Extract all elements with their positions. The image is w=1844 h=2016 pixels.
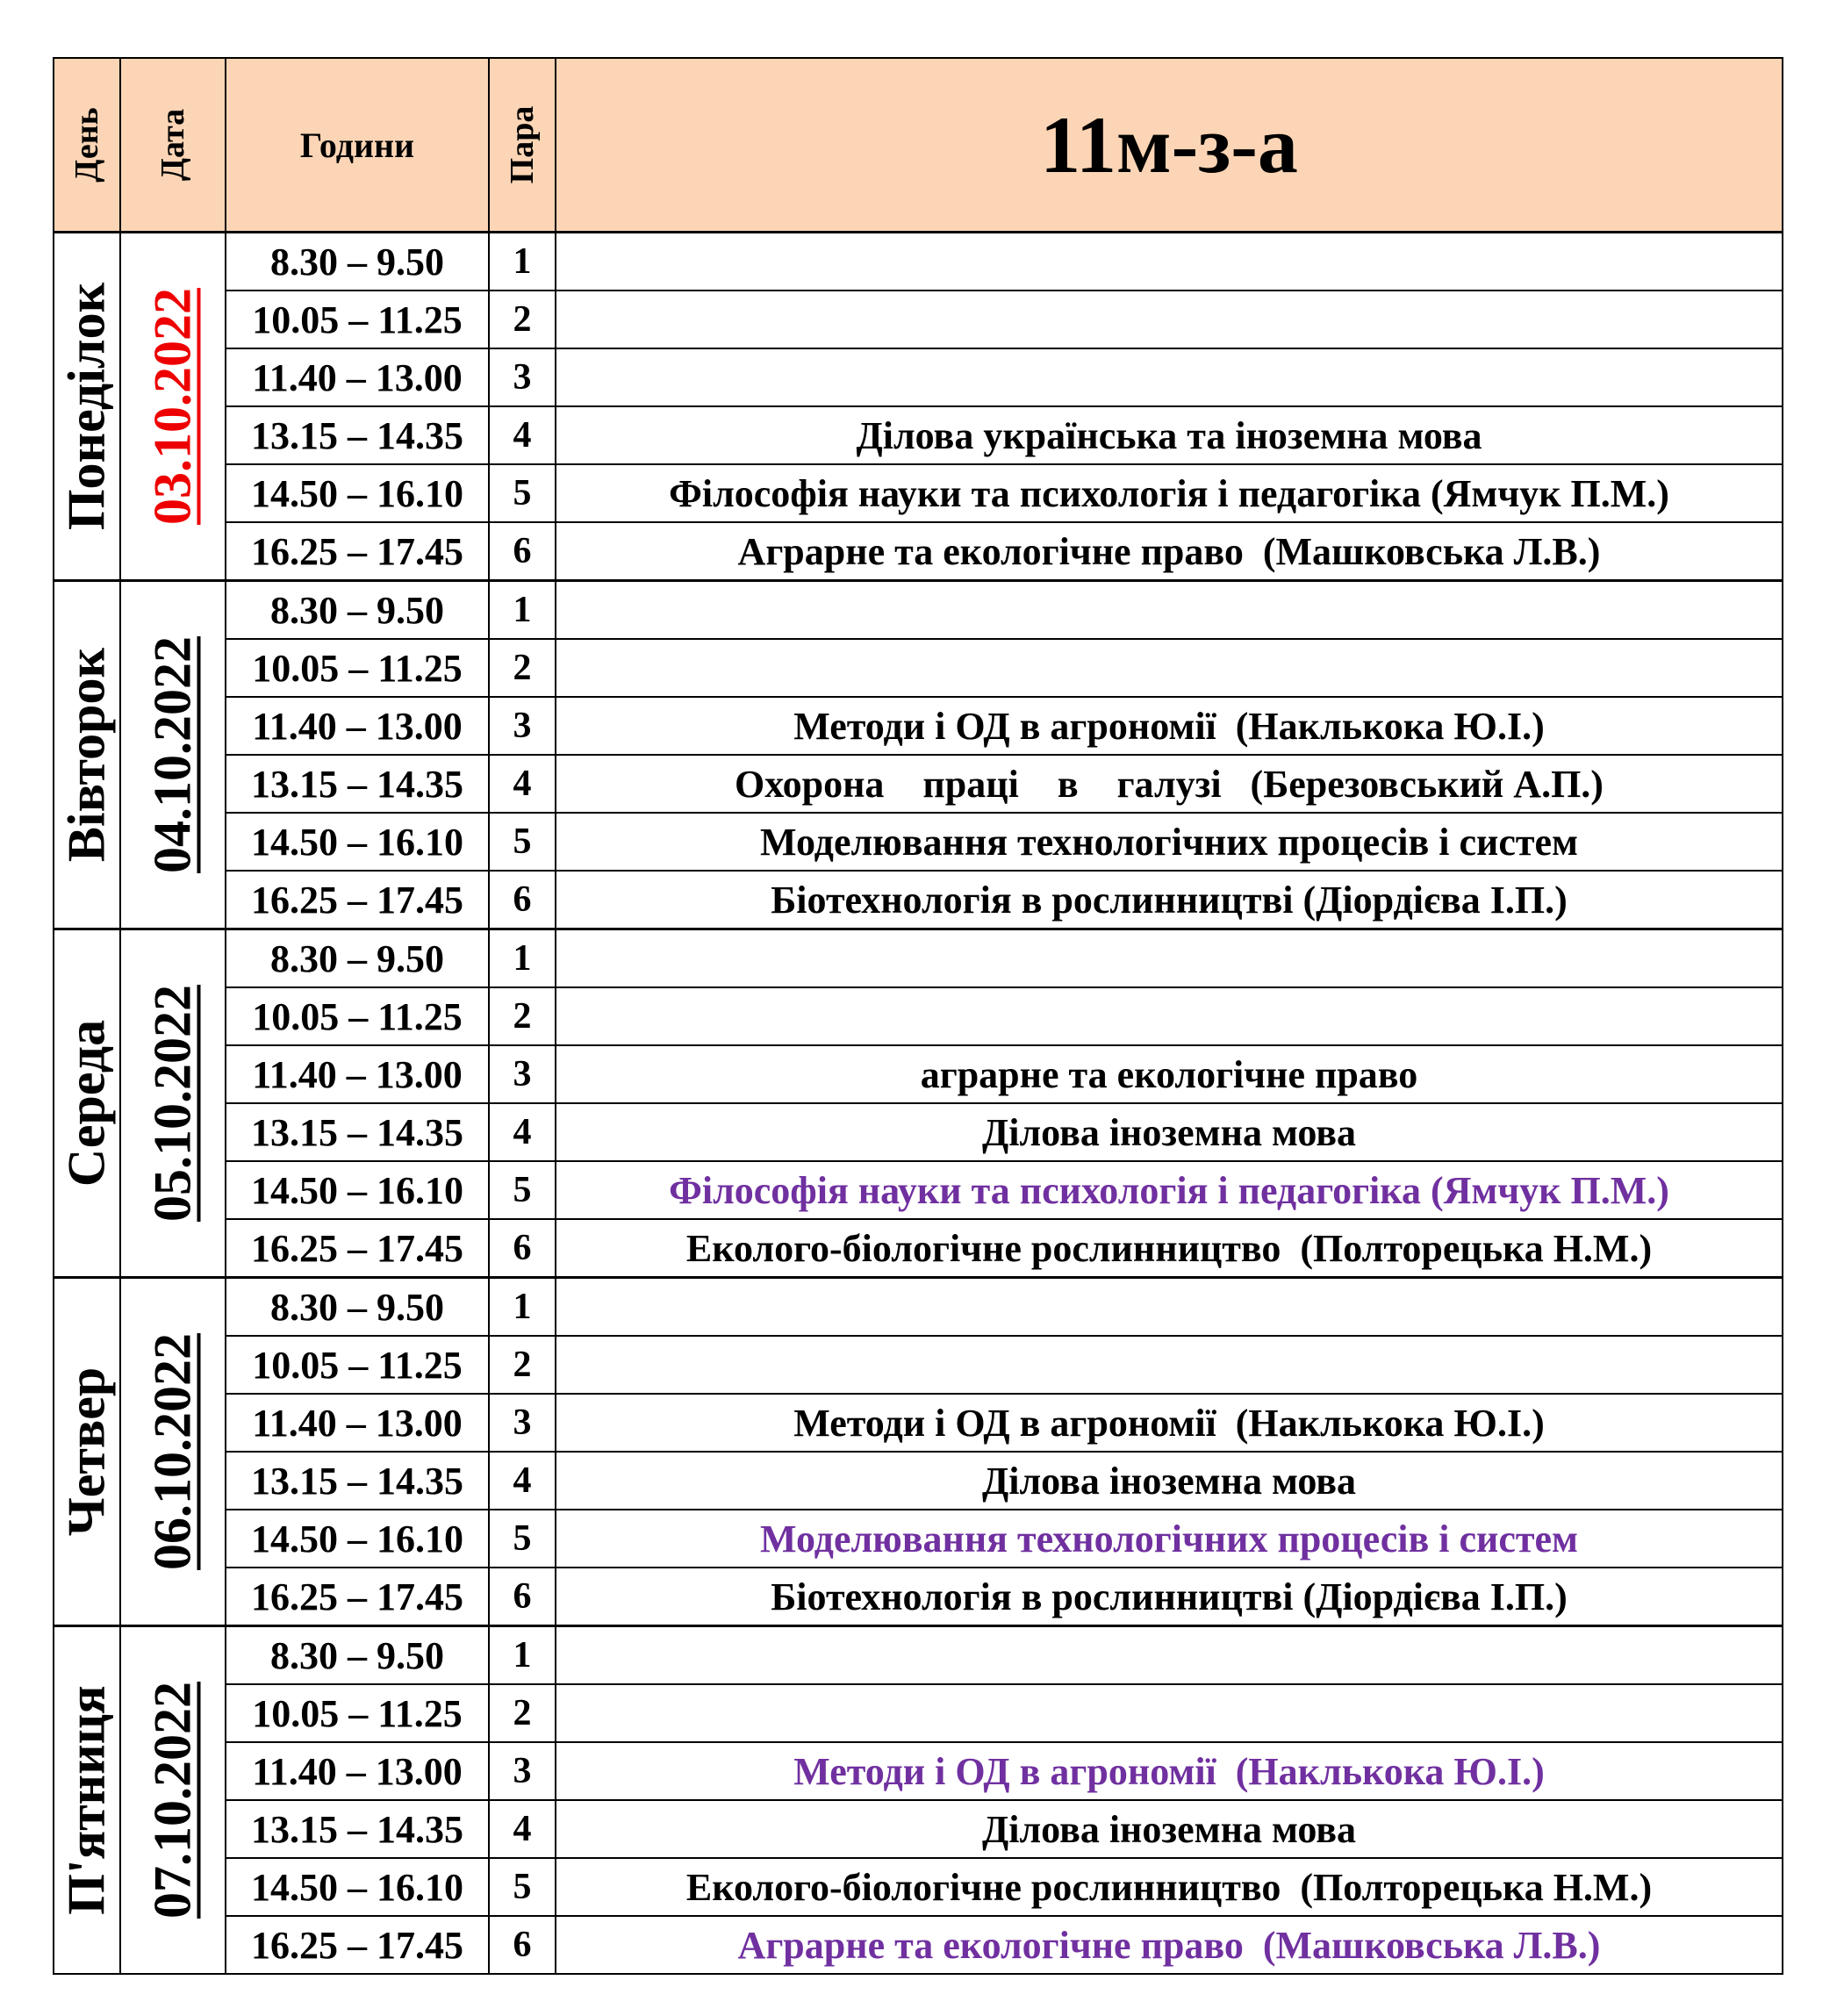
pair-number-cell: 4 xyxy=(489,1103,556,1161)
time-cell: 16.25 – 17.45 xyxy=(226,1916,489,1974)
lesson-row xyxy=(54,233,1783,291)
time-cell: 8.30 – 9.50 xyxy=(226,929,489,988)
pair-number-cell: 4 xyxy=(489,755,556,813)
lesson-row xyxy=(54,1800,1783,1858)
time-cell: 14.50 – 16.10 xyxy=(226,813,489,871)
time-cell: 16.25 – 17.45 xyxy=(226,1219,489,1278)
pair-number-cell: 5 xyxy=(489,1510,556,1568)
pair-number-cell: 6 xyxy=(489,522,556,581)
lesson-row xyxy=(54,1103,1783,1161)
subject-cell xyxy=(556,291,1783,348)
lesson-row xyxy=(54,1510,1783,1568)
subject-cell: Аграрне та екологічне право (Машковська Л.В.) xyxy=(556,522,1783,581)
time-cell: 8.30 – 9.50 xyxy=(226,233,489,291)
pair-number-cell: 5 xyxy=(489,464,556,522)
time-cell: 16.25 – 17.45 xyxy=(226,522,489,581)
subject-cell xyxy=(556,1336,1783,1394)
time-cell: 10.05 – 11.25 xyxy=(226,987,489,1045)
day-name: Понеділок xyxy=(57,282,116,531)
date-value: 05.10.2022 xyxy=(143,985,202,1222)
day-cell xyxy=(54,581,120,929)
time-cell: 14.50 – 16.10 xyxy=(226,464,489,522)
time-cell: 13.15 – 14.35 xyxy=(226,1452,489,1510)
time-cell: 16.25 – 17.45 xyxy=(226,1568,489,1626)
date-value: 04.10.2022 xyxy=(143,636,202,873)
day-cell xyxy=(54,929,120,1278)
time-cell: 14.50 – 16.10 xyxy=(226,1858,489,1916)
pair-number-cell: 1 xyxy=(489,929,556,988)
subject-cell: Філософія науки та психологія і педагогіка (Ямчук П.М.) xyxy=(556,464,1783,522)
pair-number-cell: 3 xyxy=(489,1742,556,1800)
time-cell: 14.50 – 16.10 xyxy=(226,1161,489,1219)
subject-cell xyxy=(556,348,1783,406)
subject-cell: Методи і ОД в агрономії (Наклькока Ю.І.) xyxy=(556,1394,1783,1452)
time-cell: 11.40 – 13.00 xyxy=(226,697,489,755)
time-cell: 8.30 – 9.50 xyxy=(226,581,489,640)
time-cell: 11.40 – 13.00 xyxy=(226,1742,489,1800)
header-row xyxy=(54,58,1783,233)
day-cell xyxy=(54,233,120,581)
lesson-row xyxy=(54,1452,1783,1510)
pair-number-cell: 3 xyxy=(489,1394,556,1452)
date-cell xyxy=(120,1278,226,1626)
lesson-row xyxy=(54,1568,1783,1626)
lesson-row xyxy=(54,1916,1783,1974)
pair-number-cell: 2 xyxy=(489,987,556,1045)
lesson-row xyxy=(54,929,1783,988)
subject-cell: Еколого-біологічне рослинництво (Полторецька Н.М.) xyxy=(556,1858,1783,1916)
pair-column-header xyxy=(489,58,556,233)
lesson-row xyxy=(54,755,1783,813)
pair-number-cell: 5 xyxy=(489,813,556,871)
pair-number-cell: 1 xyxy=(489,1278,556,1337)
subject-cell: Методи і ОД в агрономії (Наклькока Ю.І.) xyxy=(556,1742,1783,1800)
lesson-row xyxy=(54,1278,1783,1337)
time-cell: 13.15 – 14.35 xyxy=(226,406,489,464)
pair-number-cell: 3 xyxy=(489,1045,556,1103)
lesson-row xyxy=(54,406,1783,464)
subject-cell: Аграрне та екологічне право (Машковська Л.В.) xyxy=(556,1916,1783,1974)
lesson-row xyxy=(54,697,1783,755)
time-cell: 11.40 – 13.00 xyxy=(226,1045,489,1103)
time-cell: 10.05 – 11.25 xyxy=(226,291,489,348)
date-cell xyxy=(120,581,226,929)
subject-cell: Ділова українська та іноземна мова xyxy=(556,406,1783,464)
date-header-label: Дата xyxy=(154,108,191,182)
subject-cell: Біотехнологія в рослинництві (Діордієва І.П.) xyxy=(556,1568,1783,1626)
day-name: Вівторок xyxy=(57,647,116,863)
schedule-table xyxy=(53,57,1783,1975)
subject-cell xyxy=(556,1684,1783,1742)
lesson-row xyxy=(54,1394,1783,1452)
subject-cell: Еколого-біологічне рослинництво (Полторецька Н.М.) xyxy=(556,1219,1783,1278)
date-cell xyxy=(120,1626,226,1975)
subject-cell: Ділова іноземна мова xyxy=(556,1800,1783,1858)
time-cell: 10.05 – 11.25 xyxy=(226,1336,489,1394)
subject-cell xyxy=(556,639,1783,697)
lesson-row xyxy=(54,1684,1783,1742)
subject-cell: Моделювання технологічних процесів і систем xyxy=(556,1510,1783,1568)
lesson-row xyxy=(54,1219,1783,1278)
pair-number-cell: 1 xyxy=(489,233,556,291)
time-cell: 13.15 – 14.35 xyxy=(226,755,489,813)
subject-cell: Біотехнологія в рослинництві (Діордієва І.П.) xyxy=(556,871,1783,929)
time-cell: 16.25 – 17.45 xyxy=(226,871,489,929)
lesson-row xyxy=(54,348,1783,406)
day-cell xyxy=(54,1626,120,1975)
pair-number-cell: 2 xyxy=(489,1336,556,1394)
time-cell: 11.40 – 13.00 xyxy=(226,348,489,406)
group-title: 11м-з-а xyxy=(556,58,1783,233)
pair-number-cell: 1 xyxy=(489,1626,556,1685)
time-cell: 11.40 – 13.00 xyxy=(226,1394,489,1452)
pair-number-cell: 5 xyxy=(489,1858,556,1916)
day-column-header xyxy=(54,58,120,233)
day-cell xyxy=(54,1278,120,1626)
subject-cell xyxy=(556,1626,1783,1685)
subject-cell: Охорона праці в галузі (Березовський А.П.) xyxy=(556,755,1783,813)
pair-number-cell: 4 xyxy=(489,1800,556,1858)
subject-cell: Методи і ОД в агрономії (Наклькока Ю.І.) xyxy=(556,697,1783,755)
subject-cell: Моделювання технологічних процесів і систем xyxy=(556,813,1783,871)
time-cell: 13.15 – 14.35 xyxy=(226,1103,489,1161)
date-cell xyxy=(120,233,226,581)
date-column-header xyxy=(120,58,226,233)
pair-number-cell: 2 xyxy=(489,291,556,348)
lesson-row xyxy=(54,813,1783,871)
day-name: П'ятниця xyxy=(57,1685,116,1915)
pair-number-cell: 6 xyxy=(489,1568,556,1626)
day-header-label: День xyxy=(68,107,105,183)
hours-column-header: Години xyxy=(226,58,489,233)
time-cell: 8.30 – 9.50 xyxy=(226,1626,489,1685)
pair-number-cell: 4 xyxy=(489,1452,556,1510)
pair-number-cell: 6 xyxy=(489,871,556,929)
subject-cell xyxy=(556,1278,1783,1337)
date-value: 06.10.2022 xyxy=(143,1333,202,1570)
lesson-row xyxy=(54,1858,1783,1916)
date-value: 07.10.2022 xyxy=(143,1682,202,1919)
subject-cell xyxy=(556,233,1783,291)
lesson-row xyxy=(54,1045,1783,1103)
time-cell: 14.50 – 16.10 xyxy=(226,1510,489,1568)
lesson-row xyxy=(54,1742,1783,1800)
pair-number-cell: 6 xyxy=(489,1916,556,1974)
pair-header-label: Пара xyxy=(504,105,541,184)
time-cell: 10.05 – 11.25 xyxy=(226,639,489,697)
date-value: 03.10.2022 xyxy=(143,288,202,525)
pair-number-cell: 6 xyxy=(489,1219,556,1278)
lesson-row xyxy=(54,522,1783,581)
lesson-row xyxy=(54,464,1783,522)
time-cell: 8.30 – 9.50 xyxy=(226,1278,489,1337)
day-name: Четвер xyxy=(57,1367,116,1537)
lesson-row xyxy=(54,1626,1783,1685)
day-name: Середа xyxy=(57,1019,116,1187)
subject-cell xyxy=(556,929,1783,988)
pair-number-cell: 2 xyxy=(489,639,556,697)
lesson-row xyxy=(54,1336,1783,1394)
pair-number-cell: 3 xyxy=(489,697,556,755)
subject-cell: аграрне та екологічне право xyxy=(556,1045,1783,1103)
lesson-row xyxy=(54,871,1783,929)
subject-cell xyxy=(556,987,1783,1045)
schedule-body xyxy=(54,233,1783,1975)
pair-number-cell: 4 xyxy=(489,406,556,464)
pair-number-cell: 1 xyxy=(489,581,556,640)
lesson-row xyxy=(54,581,1783,640)
lesson-row xyxy=(54,1161,1783,1219)
lesson-row xyxy=(54,291,1783,348)
lesson-row xyxy=(54,987,1783,1045)
subject-cell xyxy=(556,581,1783,640)
subject-cell: Ділова іноземна мова xyxy=(556,1103,1783,1161)
pair-number-cell: 2 xyxy=(489,1684,556,1742)
date-cell xyxy=(120,929,226,1278)
pair-number-cell: 3 xyxy=(489,348,556,406)
time-cell: 13.15 – 14.35 xyxy=(226,1800,489,1858)
subject-cell: Філософія науки та психологія і педагогіка (Ямчук П.М.) xyxy=(556,1161,1783,1219)
lesson-row xyxy=(54,639,1783,697)
pair-number-cell: 5 xyxy=(489,1161,556,1219)
subject-cell: Ділова іноземна мова xyxy=(556,1452,1783,1510)
time-cell: 10.05 – 11.25 xyxy=(226,1684,489,1742)
